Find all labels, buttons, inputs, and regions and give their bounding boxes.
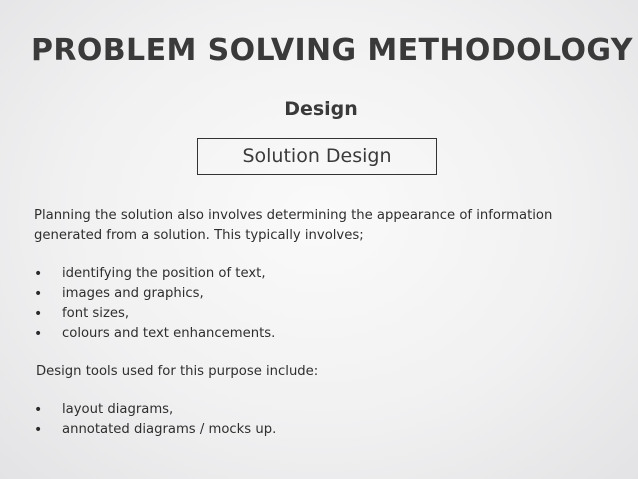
list-item-text: annotated diagrams / mocks up. bbox=[62, 422, 277, 437]
list-item-text: identifying the position of text, bbox=[62, 266, 266, 281]
bullet-icon: • bbox=[34, 402, 43, 418]
intro-line-1: Planning the solution also involves determining the appearance of information bbox=[34, 208, 553, 223]
tools-intro: Design tools used for this purpose include: bbox=[36, 364, 319, 379]
bullet-icon: • bbox=[34, 266, 43, 282]
spacer bbox=[34, 344, 614, 362]
involves-list bbox=[34, 264, 614, 344]
bullet-icon: • bbox=[34, 422, 43, 438]
boxed-subheading: Solution Design bbox=[197, 138, 437, 175]
list-item bbox=[34, 304, 614, 324]
list-item-text: colours and text enhancements. bbox=[62, 326, 276, 341]
spacer bbox=[34, 246, 614, 264]
list-item-text: font sizes, bbox=[62, 306, 130, 321]
spacer bbox=[34, 382, 614, 400]
slide-title: PROBLEM SOLVING METHODOLOGY bbox=[31, 33, 633, 68]
bullet-icon: • bbox=[34, 286, 43, 302]
list-item-text: images and graphics, bbox=[62, 286, 204, 301]
list-item bbox=[34, 284, 614, 304]
slide-body bbox=[34, 206, 614, 440]
list-item bbox=[34, 264, 614, 284]
list-item bbox=[34, 324, 614, 344]
list-item bbox=[34, 400, 614, 420]
tools-list bbox=[34, 400, 614, 440]
bullet-icon: • bbox=[34, 306, 43, 322]
list-item-text: layout diagrams, bbox=[62, 402, 174, 417]
bullet-icon: • bbox=[34, 326, 43, 342]
intro-line-2: generated from a solution. This typically involves; bbox=[34, 228, 364, 243]
list-item bbox=[34, 420, 614, 440]
section-heading: Design bbox=[284, 98, 358, 120]
